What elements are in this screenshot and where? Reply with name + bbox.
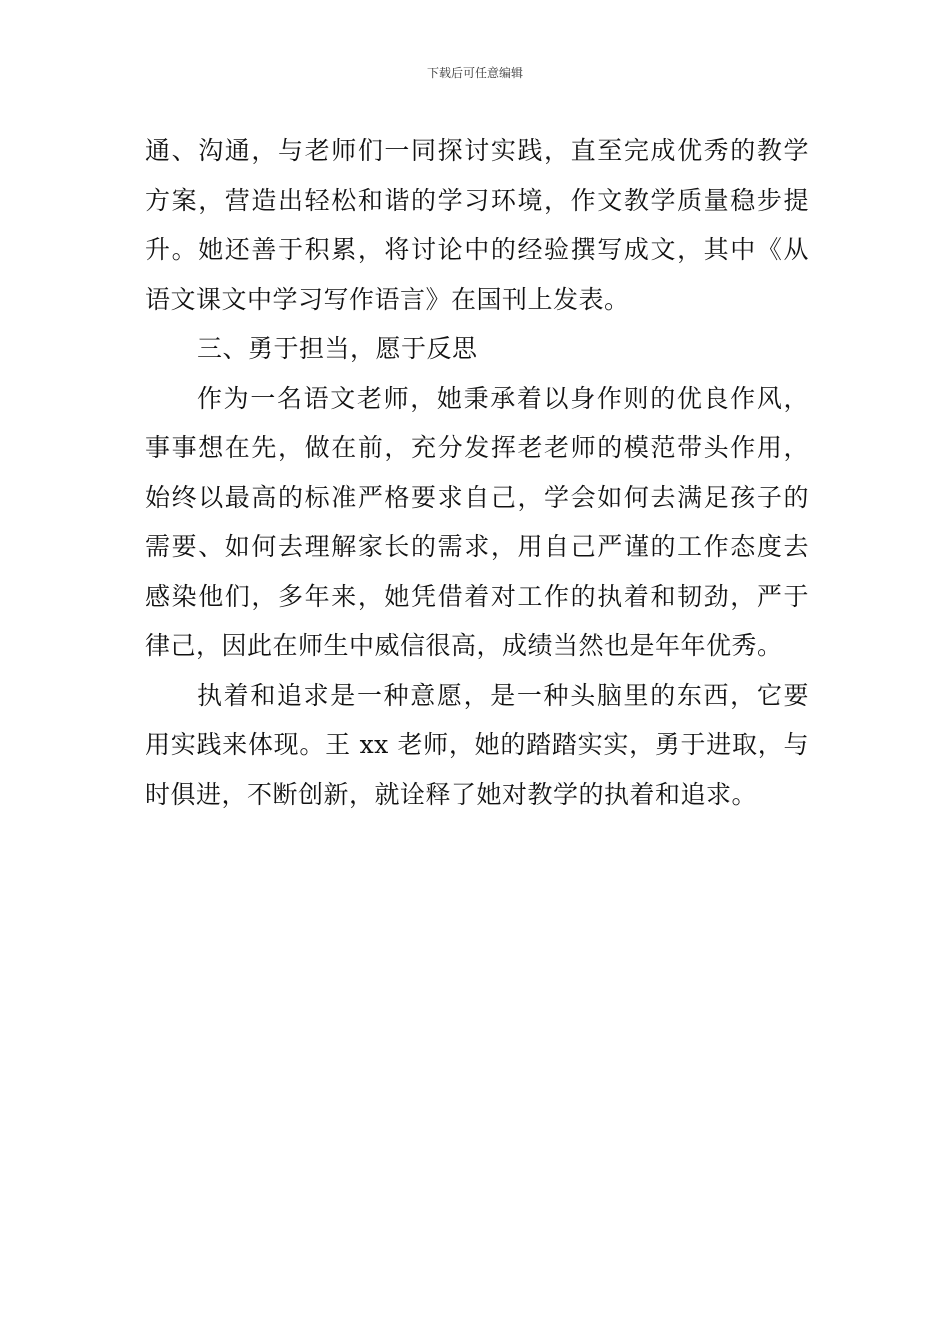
paragraph-line: 需要、如何去理解家长的需求，用自己严谨的工作态度去 <box>145 532 809 561</box>
paragraph-line: 感染他们，多年来，她凭借着对工作的执着和韧劲，严于 <box>145 581 809 611</box>
paragraph-line: 用实践来体现。王 xx 老师，她的踏踏实实，勇于进取，与 <box>145 730 809 759</box>
paragraph-line: 作为一名语文老师，她秉承着以身作则的优良作风， <box>197 383 809 413</box>
paragraph-line: 升。她还善于积累，将讨论中的经验撰写成文，其中《从 <box>145 235 809 264</box>
paragraph-line: 始终以最高的标准严格要求自己，学会如何去满足孩子的 <box>145 482 809 512</box>
paragraph-line: 方案，营造出轻松和谐的学习环境，作文教学质量稳步提 <box>145 185 809 215</box>
paragraph-line: 时俱进，不断创新，就诠释了她对教学的执着和追求。 <box>145 779 758 809</box>
paragraph-line: 律己，因此在师生中威信很高，成绩当然也是年年优秀。 <box>145 631 783 660</box>
document-body <box>145 126 809 819</box>
paragraph-line: 通、沟通，与老师们一同探讨实践，直至完成优秀的教学 <box>145 136 809 165</box>
page-header: 下载后可任意编辑 <box>426 66 523 80</box>
paragraph-line: 语文课文中学习写作语言》在国刊上发表。 <box>145 284 630 314</box>
paragraph-line: 执着和追求是一种意愿，是一种头脑里的东西，它要 <box>197 680 809 710</box>
paragraph-line: 事事想在先，做在前，充分发挥老老师的模范带头作用， <box>145 433 809 462</box>
section-heading: 三、勇于担当，愿于反思 <box>197 334 478 363</box>
